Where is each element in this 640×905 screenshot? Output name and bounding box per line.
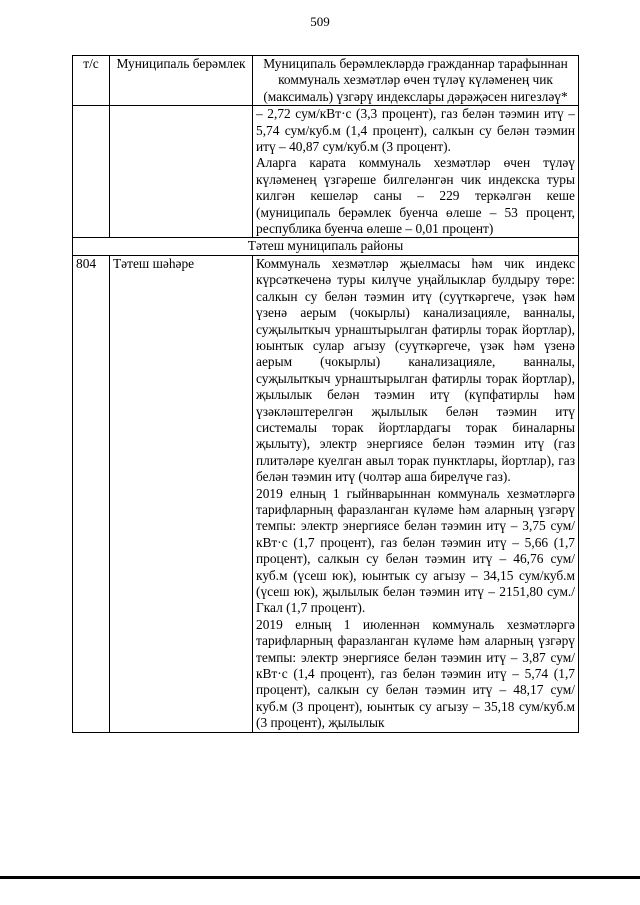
section-row bbox=[73, 238, 579, 255]
cell-empty-municipality bbox=[110, 106, 253, 238]
entry-paragraph: Коммуналь хезмәтләр җыелмасы һәм чик индекс күрсәткеченә туры килүче уңайлыклар булдыру төре: салкын су белән тәэмин итү (суүткәргече, үзәк һәм үзенә аерым (чокырлы) канализацияле, ванналы, суҗылыткыч урнаштырылган фатирлы торак йортлар), юынтык сулар агызу (суүткәргече, үзәк һәм үзенә аерым (чокырлы) канализацияле, ванналы, суҗылыткыч урнаштырылган фатирлы торак йортлар), җылылык белән тәэмин итү (күпфатирлы һәм үзәкләштерелгән җылылык белән тәэмин итү системалы торак йортлардагы торак биналарны җылыту), электр энергиясе белән тәэмин итү (газ плитәләре куелган авыл торак пунктлары, йортлар), газ белән тәэмин итү (чолтәр аша бирелүче газ). bbox=[256, 255, 575, 485]
entry-paragraph: 2019 елның 1 гыйнварыннан коммуналь хезмәтләргә тарифларның фаразланган күләме һәм аларның үзгәрү темпы: электр энергиясе белән тәэмин итү – 3,75 сум/кВт·с (1,7 процент), газ белән тәэмин итү – 5,66 (1,7 процент), салкын су белән тәэмин итү – 46,76 сум/куб.м (үсеш юк), юынтык су агызу – 34,15 сум/куб.м (үсеш юк), җылылык белән тәэмин итү – 2151,80 сум./Гкал (1,7 процент). bbox=[256, 485, 575, 616]
cell-empty-num bbox=[73, 106, 110, 238]
header-num: т/с bbox=[73, 56, 110, 106]
header-description: Муниципаль берәмлекләрдә гражданнар тарафыннан коммуналь хезмәтләр өчен түләү күләменең чик (максималь) үзгәрү индекслары дәрәҗәсен нигезләү* bbox=[253, 56, 579, 106]
entry-municipality: Тәтеш шәһәре bbox=[110, 255, 253, 732]
header-municipality: Муниципаль берәмлек bbox=[110, 56, 253, 106]
continuation-paragraph: – 2,72 сум/кВт·с (3,3 процент), газ белән тәэмин итү – 5,74 сум/куб.м (1,4 процент), салкын су белән тәэмин итү – 40,87 сум/куб.м (3 процент). bbox=[256, 106, 575, 155]
page-number: 509 bbox=[310, 14, 330, 29]
tariff-table bbox=[72, 55, 579, 733]
bottom-border bbox=[0, 876, 640, 879]
entry-description bbox=[253, 255, 579, 732]
entry-paragraph: 2019 елның 1 июленнән коммуналь хезмәтләргә тарифларның фаразланган күләме һәм аларның үзгәрү темпы: электр энергиясе белән тәэмин итү – 3,87 сум/кВт·с (1,4 процент), газ белән тәэмин итү – 5,74 (1,7 процент), салкын су белән тәэмин итү – 48,17 сум/куб.м (3 процент), юынтык су агызу – 35,18 сум/куб.м (3 процент), җылылык bbox=[256, 616, 575, 731]
table-row-continuation bbox=[73, 106, 579, 238]
section-title: Тәтеш муниципаль районы bbox=[73, 238, 579, 255]
entry-number: 804 bbox=[73, 255, 110, 732]
cell-continuation-text bbox=[253, 106, 579, 238]
table-header-row bbox=[73, 56, 579, 106]
continuation-paragraph: Аларга карата коммуналь хезмәтләр өчен түләү күләменең үзгәреше билгеләнгән чик индекска туры килгән кешеләр саны – 229 теркәлгән кеше (муниципаль берәмлек буенча өлеше – 53 процент, республика буенча өлеше – 0,01 процент) bbox=[256, 155, 575, 237]
table-row bbox=[73, 255, 579, 732]
